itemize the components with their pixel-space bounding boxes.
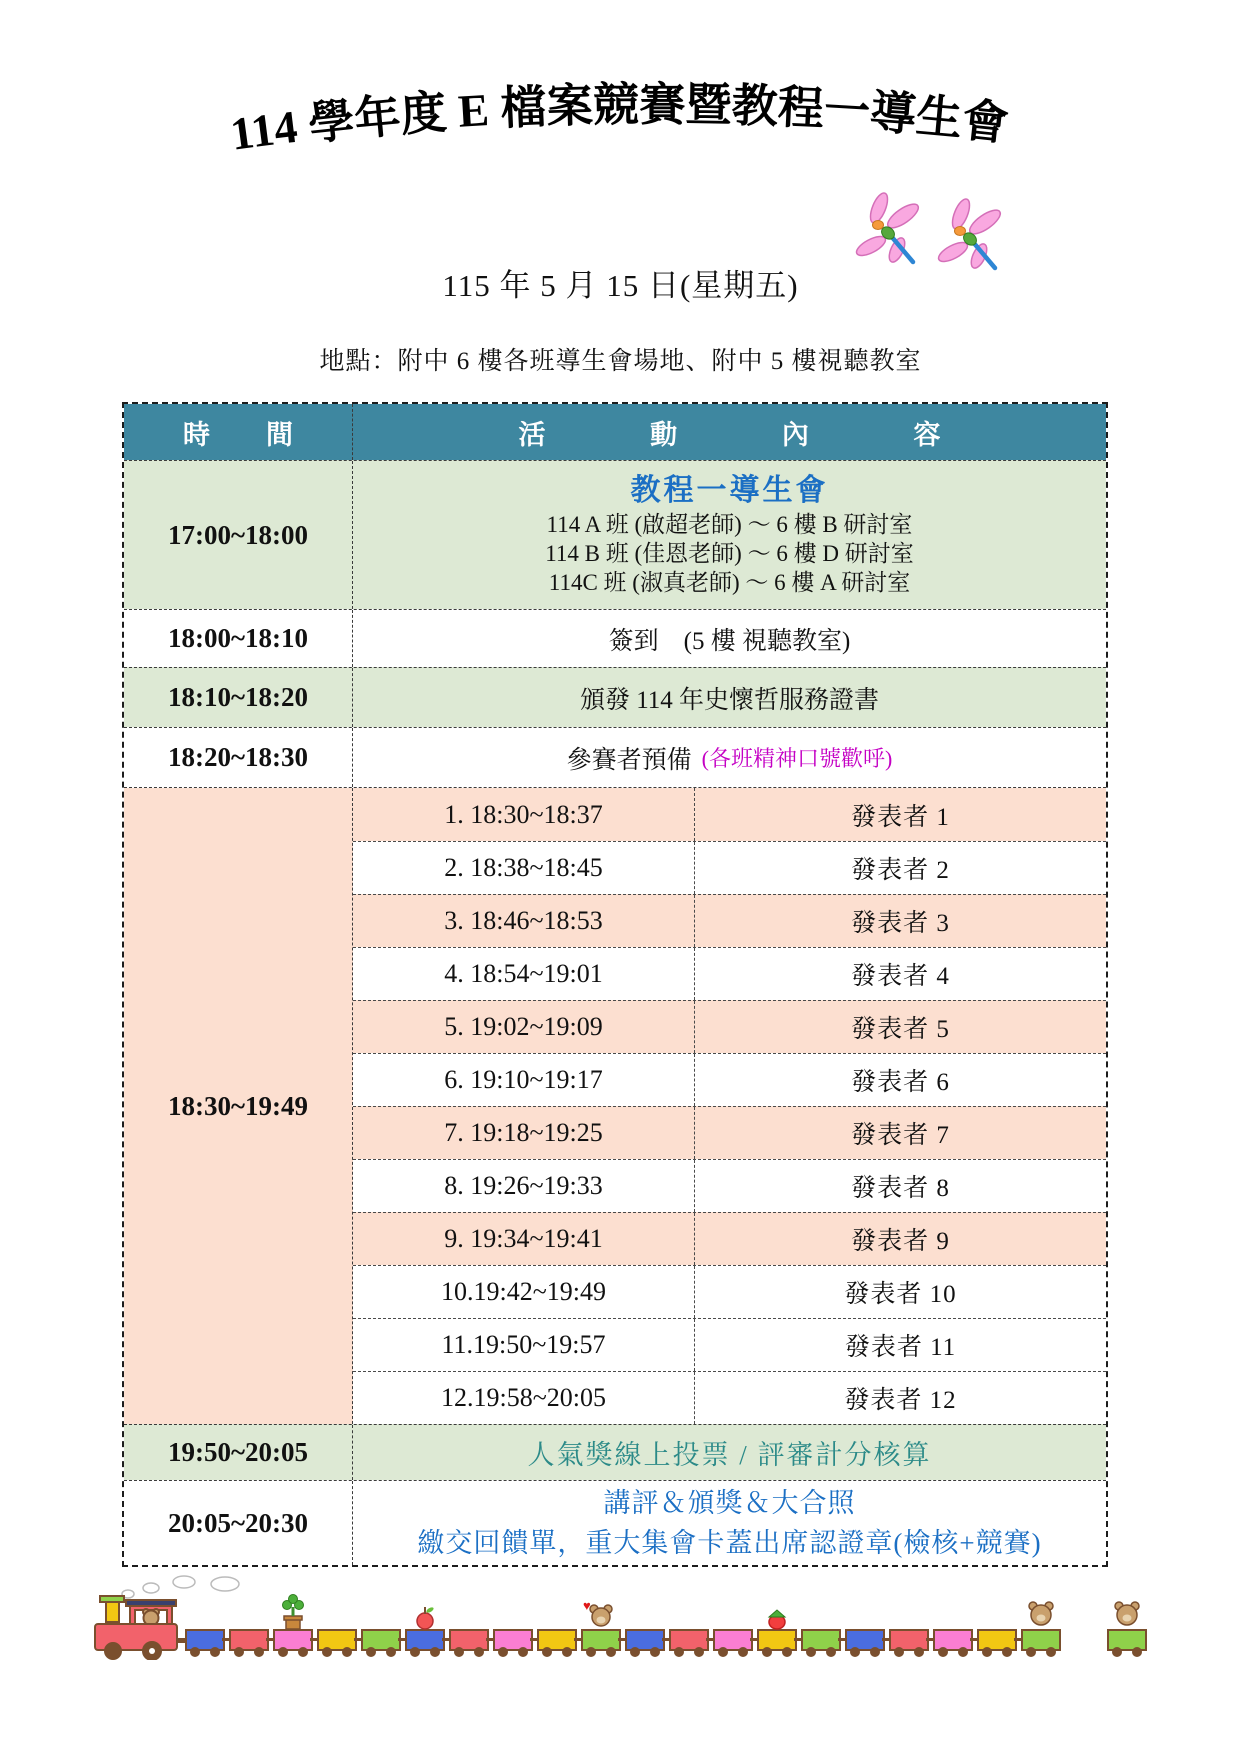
time-cell: 19:50~20:05 <box>124 1425 353 1480</box>
slot-time: 10.19:42~19:49 <box>353 1266 695 1318</box>
event-date: 115 年 5 月 15 日(星期五) <box>442 268 799 303</box>
train-locomotive <box>95 1596 185 1660</box>
slot-presenter: 發表者 5 <box>851 1016 950 1043</box>
slot-presenter: 發表者 8 <box>851 1175 950 1202</box>
row-closing <box>124 1480 1106 1565</box>
mentor-line: 114 B 班 (佳恩老師) ～ 6 樓 D 研討室 <box>545 541 914 567</box>
train-wagon <box>706 1630 752 1657</box>
row-prepare <box>124 727 1106 787</box>
slot-presenter: 發表者 9 <box>851 1228 950 1255</box>
time-cell: 17:00~18:00 <box>124 461 353 609</box>
mentor-line: 114C 班 (淑真老師) ～ 6 樓 A 研討室 <box>548 570 911 596</box>
train-wagon <box>1014 1602 1060 1657</box>
presentation-slot-row <box>353 894 1106 947</box>
slot-time: 11.19:50~19:57 <box>353 1319 695 1371</box>
train-wagon <box>354 1630 400 1657</box>
svg-text:♥: ♥ <box>583 1598 591 1613</box>
slot-presenter: 發表者 6 <box>851 1069 950 1096</box>
mentor-meeting-title: 教程一導生會 <box>630 473 829 507</box>
slot-presenter: 發表者 11 <box>844 1334 957 1361</box>
slot-presenter: 發表者 3 <box>851 910 950 937</box>
slot-time: 2. 18:38~18:45 <box>353 842 695 894</box>
presentation-slot-row <box>353 1053 1106 1106</box>
row-voting <box>124 1424 1106 1480</box>
slot-time: 3. 18:46~18:53 <box>353 895 695 947</box>
slot-time: 9. 19:34~19:41 <box>353 1213 695 1265</box>
presentation-slots <box>353 788 1106 1424</box>
content-cell: 簽到 (5 樓 視聽教室) <box>608 627 851 655</box>
time-cell: 20:05~20:30 <box>124 1481 353 1565</box>
slot-presenter: 發表者 4 <box>851 963 950 990</box>
prepare-note: (各班精神口號歡呼) <box>701 746 893 771</box>
page-title <box>130 55 1110 200</box>
train-wagon <box>882 1630 928 1657</box>
train-wagons <box>178 1595 1146 1658</box>
prepare-text: 參賽者預備 <box>566 746 692 774</box>
time-cell: 18:00~18:10 <box>124 610 353 667</box>
closing-line: 繳交回饋單，重大集會卡蓋出席認證章(檢核+競賽) <box>417 1528 1042 1558</box>
train-wagon <box>222 1630 268 1657</box>
slot-presenter: 發表者 2 <box>851 857 950 884</box>
presentation-slot-row <box>353 788 1106 841</box>
presentation-slot-row <box>353 841 1106 894</box>
content-cell <box>353 461 1106 609</box>
slot-presenter: 發表者 7 <box>851 1122 950 1149</box>
train-wagon <box>310 1630 356 1657</box>
closing-line: 講評＆頒獎＆大合照 <box>603 1487 856 1518</box>
train-wagon <box>926 1630 972 1657</box>
slot-time: 8. 19:26~19:33 <box>353 1160 695 1212</box>
content-cell: 頒發 114 年史懷哲服務證書 <box>579 686 880 714</box>
presentation-slot-row <box>353 1265 1106 1318</box>
content-cell <box>353 728 1106 787</box>
train-wagon <box>838 1630 884 1657</box>
train-wagon <box>1108 1602 1146 1657</box>
toy-train-icon <box>0 1560 1241 1660</box>
slot-time: 1. 18:30~18:37 <box>353 788 695 841</box>
svg-text:114 學年度 E 檔案競賽暨教程一導生會 <box>227 79 1010 160</box>
train-wagon <box>486 1630 532 1657</box>
event-location: 地點：附中 6 樓各班導生會場地、附中 5 樓視聽教室 <box>319 348 922 375</box>
train-wagon <box>266 1595 312 1658</box>
time-cell: 18:30~19:49 <box>124 788 353 1424</box>
time-cell: 18:20~18:30 <box>124 728 353 787</box>
train-wagon <box>662 1630 708 1657</box>
table-header-row <box>124 404 1106 460</box>
slot-presenter: 發表者 1 <box>851 803 950 831</box>
presentation-slot-row <box>353 1159 1106 1212</box>
row-mentor-meeting <box>124 460 1106 609</box>
slot-time: 4. 18:54~19:01 <box>353 948 695 1000</box>
presentation-slot-row <box>353 1318 1106 1371</box>
presentation-slot-row <box>353 1000 1106 1053</box>
train-wagon <box>442 1630 488 1657</box>
train-wagon <box>530 1630 576 1657</box>
train-wagon <box>574 1598 620 1657</box>
mentor-line: 114 A 班 (啟超老師) ～ 6 樓 B 研討室 <box>546 512 913 538</box>
time-cell: 18:10~18:20 <box>124 668 353 727</box>
presentation-slot-row <box>353 1212 1106 1265</box>
train-smoke-icon <box>122 1576 239 1598</box>
slot-presenter: 發表者 12 <box>844 1387 957 1414</box>
train-wagon <box>794 1630 840 1657</box>
train-wagon <box>750 1610 796 1657</box>
row-presentations <box>124 787 1106 1424</box>
row-signin <box>124 609 1106 667</box>
content-cell: 人氣獎線上投票 / 評審計分核算 <box>527 1440 932 1470</box>
schedule-table <box>122 402 1108 1567</box>
page-title-text: 114 學年度 E 檔案競賽暨教程一導生會 <box>227 79 1011 160</box>
slot-time: 5. 19:02~19:09 <box>353 1001 695 1053</box>
slot-presenter: 發表者 10 <box>844 1281 957 1308</box>
slot-time: 6. 19:10~19:17 <box>353 1054 695 1106</box>
content-cell <box>353 1481 1106 1565</box>
train-wagon <box>970 1630 1016 1657</box>
header-time: 時 間 <box>124 404 353 460</box>
train-wagon <box>618 1630 664 1657</box>
header-content: 活 動 內 容 <box>518 419 990 450</box>
slot-time: 7. 19:18~19:25 <box>353 1107 695 1159</box>
train-wagon <box>398 1606 444 1657</box>
presentation-slot-row <box>353 947 1106 1000</box>
presentation-slot-row <box>353 1106 1106 1159</box>
slot-time: 12.19:58~20:05 <box>353 1372 695 1424</box>
row-certificate <box>124 667 1106 727</box>
presentation-slot-row <box>353 1371 1106 1424</box>
train-wagon <box>178 1630 224 1657</box>
